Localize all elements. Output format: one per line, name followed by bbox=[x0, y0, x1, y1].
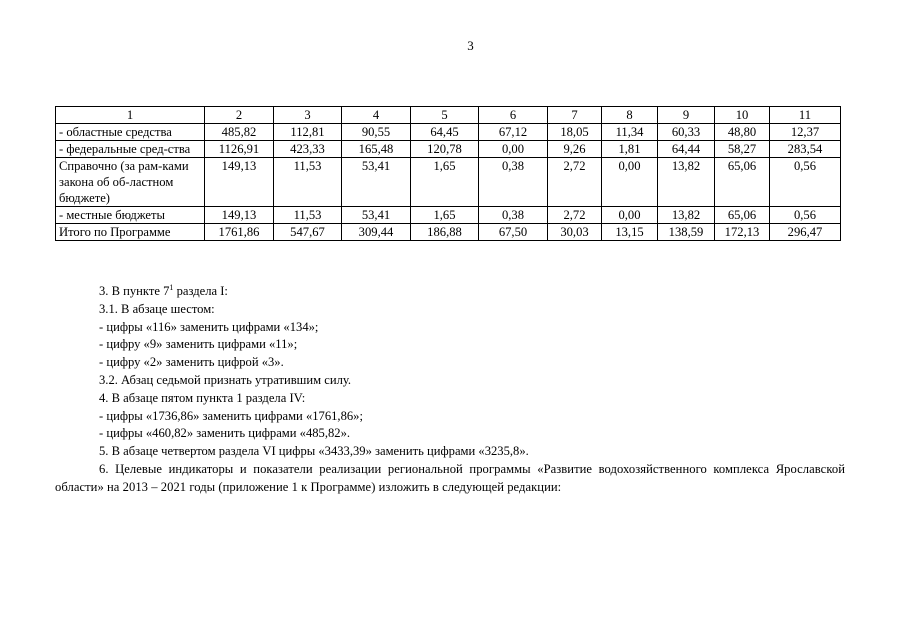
table-cell: 309,44 bbox=[342, 224, 411, 241]
table-cell: 1126,91 bbox=[205, 141, 274, 158]
table-cell: 1761,86 bbox=[205, 224, 274, 241]
table-cell: 0,38 bbox=[479, 158, 548, 207]
table-row bbox=[56, 141, 841, 158]
table-cell: 0,00 bbox=[602, 207, 658, 224]
row-label: - федеральные сред-ства bbox=[56, 141, 205, 158]
table-cell: 165,48 bbox=[342, 141, 411, 158]
table-cell: 11,53 bbox=[274, 207, 342, 224]
paragraph-3-suffix: раздела I: bbox=[173, 284, 228, 298]
table-cell: 1,65 bbox=[411, 158, 479, 207]
table-cell: 547,67 bbox=[274, 224, 342, 241]
paragraph-4-item-b: - цифры «460,82» заменить цифрами «485,82». bbox=[99, 426, 351, 441]
paragraph-3-1: 3.1. В абзаце шестом: bbox=[99, 301, 215, 316]
table-cell: 138,59 bbox=[658, 224, 715, 241]
table-cell: 64,44 bbox=[658, 141, 715, 158]
column-header: 5 bbox=[411, 107, 479, 124]
column-header: 6 bbox=[479, 107, 548, 124]
row-label: - областные средства bbox=[56, 124, 205, 141]
table-cell: 58,27 bbox=[715, 141, 770, 158]
paragraph-3-1-item-b: - цифру «9» заменить цифрами «11»; bbox=[99, 337, 298, 352]
table-cell: 2,72 bbox=[548, 158, 602, 207]
paragraph-3-prefix: 3. В пункте 7 bbox=[99, 284, 170, 298]
table-row bbox=[56, 158, 841, 207]
column-header: 9 bbox=[658, 107, 715, 124]
table-cell: 65,06 bbox=[715, 207, 770, 224]
table-cell: 11,53 bbox=[274, 158, 342, 207]
paragraph-3-1-item-c: - цифру «2» заменить цифрой «3». bbox=[99, 355, 284, 370]
table-cell: 13,82 bbox=[658, 158, 715, 207]
table-cell: 60,33 bbox=[658, 124, 715, 141]
column-header: 3 bbox=[274, 107, 342, 124]
table-cell: 13,15 bbox=[602, 224, 658, 241]
amendment-text bbox=[55, 283, 845, 497]
page-number: 3 bbox=[467, 38, 474, 53]
column-header: 4 bbox=[342, 107, 411, 124]
paragraph-3-1-item-a: - цифры «116» заменить цифрами «134»; bbox=[99, 319, 319, 334]
table-row-total bbox=[56, 224, 841, 241]
table-cell: 65,06 bbox=[715, 158, 770, 207]
table-cell: 283,54 bbox=[770, 141, 841, 158]
paragraph-6: 6. Целевые индикаторы и показатели реализации региональной программы «Развитие водохозяйственного комплекса Ярославской области» на 2013 – 2021 годы (приложение 1 к Программе) изложить в следующей редакции: bbox=[55, 461, 845, 494]
table-cell: 112,81 bbox=[274, 124, 342, 141]
table-cell: 13,82 bbox=[658, 207, 715, 224]
table-cell: 18,05 bbox=[548, 124, 602, 141]
table-cell: 90,55 bbox=[342, 124, 411, 141]
paragraph-3-2: 3.2. Абзац седьмой признать утратившим силу. bbox=[99, 372, 352, 387]
column-header: 1 bbox=[56, 107, 205, 124]
row-label: Справочно (за рам-ками закона об об-ластном бюджете) bbox=[56, 158, 205, 207]
table-cell: 53,41 bbox=[342, 207, 411, 224]
column-header: 11 bbox=[770, 107, 841, 124]
table-row bbox=[56, 124, 841, 141]
budget-table bbox=[55, 106, 841, 241]
table-header-row bbox=[56, 107, 841, 124]
table-cell: 0,00 bbox=[602, 158, 658, 207]
table-cell: 30,03 bbox=[548, 224, 602, 241]
table-cell: 1,81 bbox=[602, 141, 658, 158]
table-cell: 149,13 bbox=[205, 158, 274, 207]
table-cell: 120,78 bbox=[411, 141, 479, 158]
table-cell: 2,72 bbox=[548, 207, 602, 224]
table-cell: 12,37 bbox=[770, 124, 841, 141]
paragraph-4-item-a: - цифры «1736,86» заменить цифрами «1761,86»; bbox=[99, 408, 363, 423]
table-cell: 149,13 bbox=[205, 207, 274, 224]
table-cell: 48,80 bbox=[715, 124, 770, 141]
paragraph-3-superscript: 1 bbox=[169, 283, 174, 292]
table-cell: 423,33 bbox=[274, 141, 342, 158]
column-header: 2 bbox=[205, 107, 274, 124]
column-header: 7 bbox=[548, 107, 602, 124]
column-header: 8 bbox=[602, 107, 658, 124]
row-label: Итого по Программе bbox=[56, 224, 205, 241]
table-cell: 64,45 bbox=[411, 124, 479, 141]
paragraph-4: 4. В абзаце пятом пункта 1 раздела IV: bbox=[99, 390, 306, 405]
table-cell: 67,50 bbox=[479, 224, 548, 241]
table-cell: 0,56 bbox=[770, 207, 841, 224]
table-cell: 186,88 bbox=[411, 224, 479, 241]
table-cell: 1,65 bbox=[411, 207, 479, 224]
paragraph-3 bbox=[55, 283, 845, 301]
table-cell: 53,41 bbox=[342, 158, 411, 207]
table-cell: 0,56 bbox=[770, 158, 841, 207]
row-label: - местные бюджеты bbox=[56, 207, 205, 224]
table-cell: 9,26 bbox=[548, 141, 602, 158]
table-cell: 485,82 bbox=[205, 124, 274, 141]
table-row bbox=[56, 207, 841, 224]
table-cell: 67,12 bbox=[479, 124, 548, 141]
paragraph-5: 5. В абзаце четвертом раздела VI цифры «3433,39» заменить цифрами «3235,8». bbox=[99, 444, 529, 459]
table-cell: 0,38 bbox=[479, 207, 548, 224]
column-header: 10 bbox=[715, 107, 770, 124]
table-cell: 296,47 bbox=[770, 224, 841, 241]
table-cell: 0,00 bbox=[479, 141, 548, 158]
table-cell: 172,13 bbox=[715, 224, 770, 241]
table-cell: 11,34 bbox=[602, 124, 658, 141]
